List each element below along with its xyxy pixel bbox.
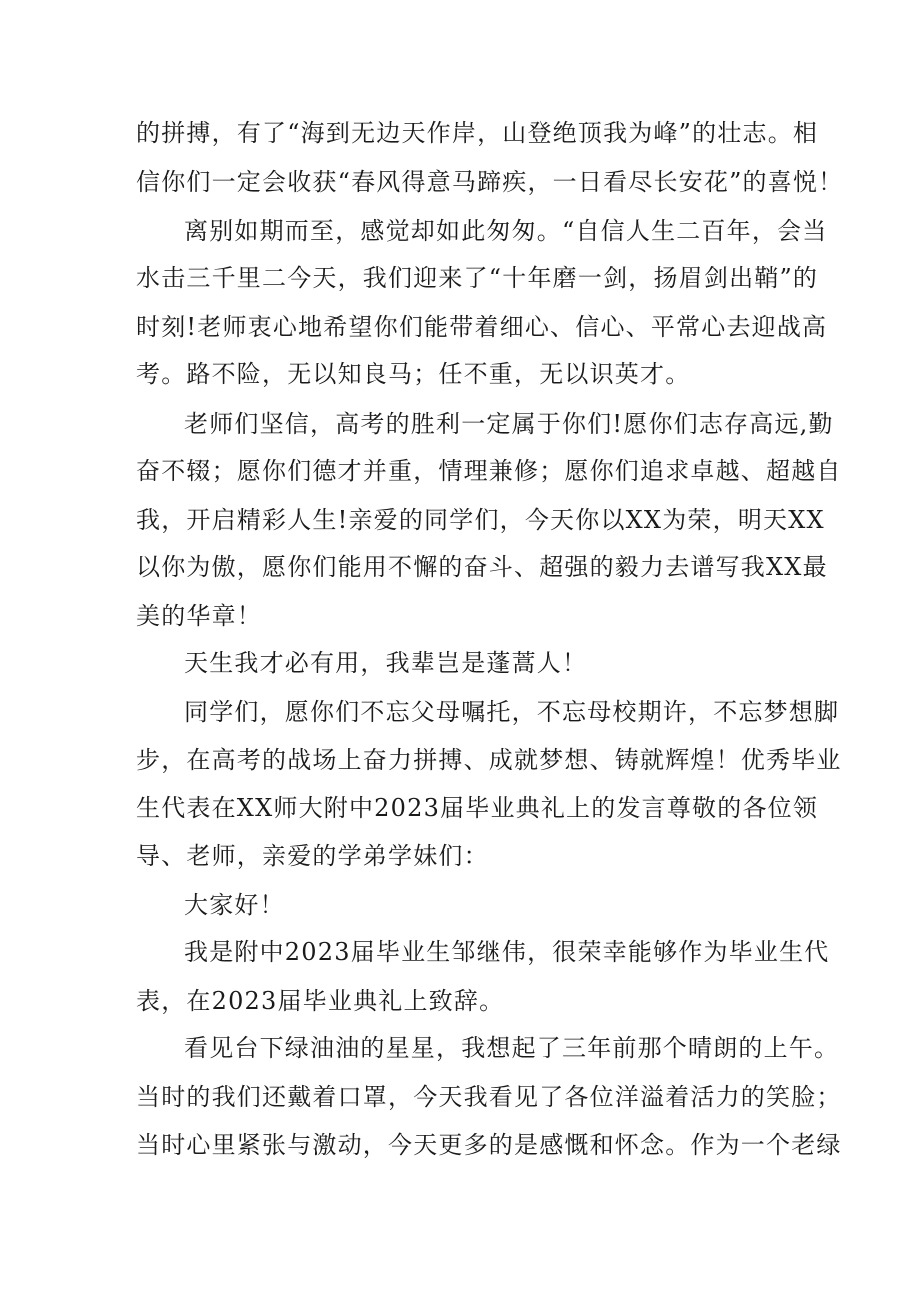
text-line: 以你为傲，愿你们能用不懈的奋斗、超强的毅力去谱写我XX最: [136, 553, 828, 581]
text-line: 导、老师，亲爱的学弟学妹们：: [136, 842, 489, 870]
text-line: 信你们一定会收获“春风得意马蹄疾，一日看尽长安花”的喜悦！: [136, 168, 844, 196]
paragraph-start-line: 同学们，愿你们不忘父母嘱托，不忘母校期许，不忘梦想脚: [184, 698, 840, 726]
text-line: 生代表在XX师大附中2023届毕业典礼上的发言尊敬的各位领: [136, 794, 819, 822]
text-line: 我，开启精彩人生!亲爱的同学们，今天你以XX为荣，明天XX: [136, 506, 825, 534]
paragraph-start-line: 我是附中2023届毕业生邹继伟，很荣幸能够作为毕业生代: [184, 938, 830, 966]
text-line: 奋不辍；愿你们德才并重，情理兼修；愿你们追求卓越、超越自: [136, 457, 842, 485]
paragraph-start-line: 离别如期而至，感觉却如此匆匆。“自信人生二百年，会当: [184, 217, 828, 245]
text-line: 的拼搏，有了“海到无边天作岸，山登绝顶我为峰”的壮志。相: [136, 119, 819, 147]
paragraph-start-line: 天生我才必有用，我辈岂是蓬蒿人！: [184, 649, 588, 677]
paragraph-start-line: 大家好！: [184, 891, 285, 919]
text-line: 当时心里紧张与激动，今天更多的是感慨和怀念。作为一个老绿: [136, 1131, 842, 1159]
paragraph-start-line: 老师们坚信，高考的胜利一定属于你们!愿你们志存高远,勤: [184, 410, 834, 438]
text-line: 步，在高考的战场上奋力拼搏、成就梦想、铸就辉煌！优秀毕业: [136, 746, 842, 774]
text-line: 美的华章！: [136, 602, 262, 630]
paragraph-start-line: 看见台下绿油油的星星，我想起了三年前那个晴朗的上午。: [184, 1034, 840, 1062]
text-line: 当时的我们还戴着口罩，今天我看见了各位洋溢着活力的笑脸；: [136, 1083, 842, 1111]
text-line: 水击三千里二今天，我们迎来了“十年磨一剑，扬眉剑出鞘”的: [136, 264, 819, 292]
text-line: 时刻!老师衷心地希望你们能带着细心、信心、平常心去迎战高: [136, 313, 828, 341]
text-line: 考。路不险，无以知良马；任不重，无以识英才。: [136, 360, 691, 388]
text-line: 表，在2023届毕业典礼上致辞。: [136, 987, 505, 1015]
